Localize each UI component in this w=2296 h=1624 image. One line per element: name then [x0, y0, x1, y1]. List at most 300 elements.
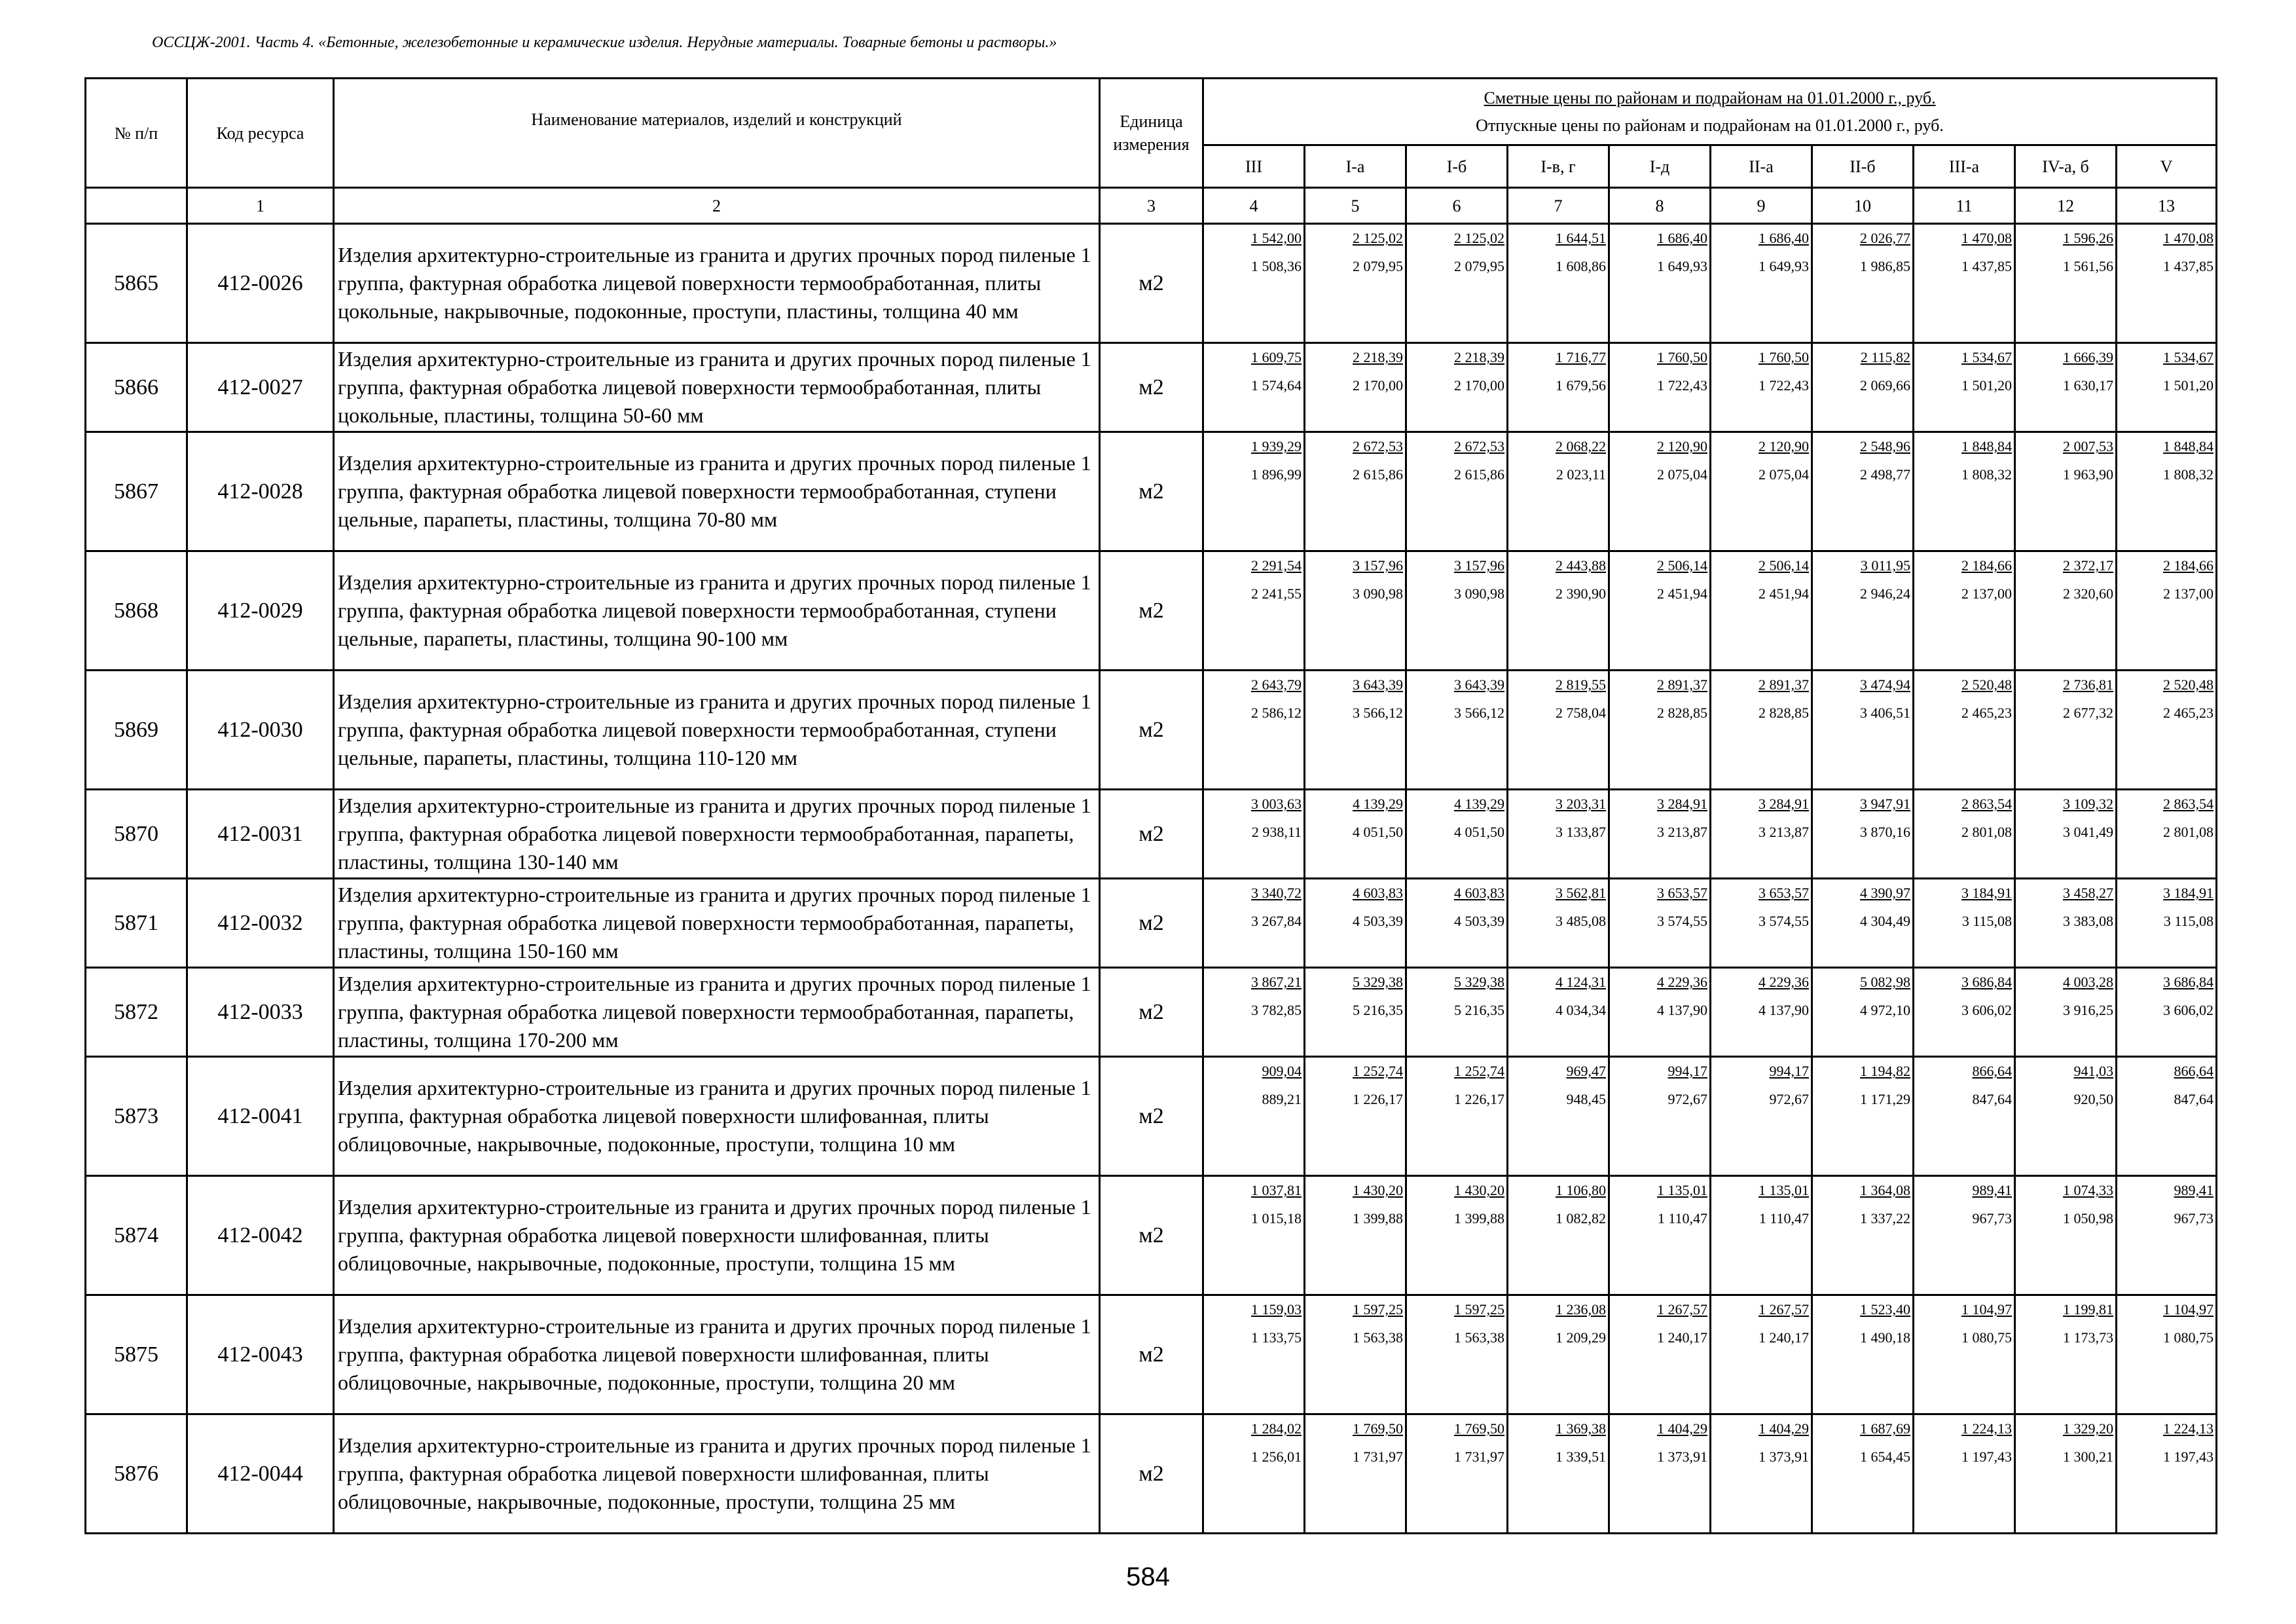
release-price: 1 490,18: [1860, 1329, 1910, 1346]
release-price: 1 110,47: [1657, 1210, 1707, 1227]
estimated-price: 2 863,54: [2163, 796, 2214, 813]
price-cell: [1305, 671, 1406, 790]
estimated-price: 1 135,01: [1758, 1182, 1809, 1199]
release-price: 1 082,82: [1556, 1210, 1606, 1227]
price-cell: [1406, 968, 1508, 1057]
price-cell: [1914, 343, 2015, 432]
resource-code: 412-0028: [187, 432, 334, 551]
price-cell: [1711, 224, 1812, 343]
estimated-price: 1 224,13: [1961, 1420, 2012, 1437]
price-cell: [1914, 671, 2015, 790]
estimated-price: 1 159,03: [1251, 1301, 1302, 1318]
price-cell: [1305, 879, 1406, 968]
price-cell: [1203, 1414, 1305, 1534]
estimated-price: 3 184,91: [2163, 885, 2214, 902]
release-price: 1 508,36: [1251, 258, 1302, 275]
release-price: 5 216,35: [1454, 1002, 1504, 1019]
release-price: 1 080,75: [1961, 1329, 2012, 1346]
release-price: 3 606,02: [2163, 1002, 2214, 1019]
table-row: [86, 343, 2217, 432]
estimated-price: 4 003,28: [2063, 974, 2113, 991]
price-cell: [1609, 343, 1711, 432]
estimated-price: 1 597,25: [1454, 1301, 1504, 1318]
table-row: [86, 790, 2217, 879]
release-price: 2 390,90: [1556, 585, 1606, 602]
column-number: 1: [187, 188, 334, 224]
unit-of-measure: м2: [1100, 432, 1203, 551]
price-cell: [1609, 790, 1711, 879]
estimated-price: 3 203,31: [1556, 796, 1606, 813]
estimated-price: 3 157,96: [1353, 557, 1403, 574]
resource-code: 412-0032: [187, 879, 334, 968]
price-cell: [1711, 432, 1812, 551]
price-cell: [1812, 1057, 1914, 1176]
price-cell: [1305, 224, 1406, 343]
release-price: 1 240,17: [1758, 1329, 1809, 1346]
estimated-price: 3 284,91: [1758, 796, 1809, 813]
material-name: Изделия архитектурно-строительные из гранита и других прочных пород пиленые 1 группа, фактурная обработка лицевой поверхности термообработанная, парапеты, пластины, толщина 130-140 мм: [334, 790, 1100, 879]
price-cell: [1711, 879, 1812, 968]
release-price: 3 574,55: [1758, 913, 1809, 930]
price-cell: [1508, 1176, 1609, 1295]
release-price: 2 758,04: [1556, 705, 1606, 722]
estimated-price: 1 848,84: [1961, 438, 2012, 455]
price-cell: [1711, 790, 1812, 879]
price-title-release: Отпускные цены по районам и подрайонам на 01.01.2000 г., руб.: [1476, 115, 1944, 135]
release-price: 1 373,91: [1657, 1449, 1707, 1466]
price-cell: [1914, 1414, 2015, 1534]
estimated-price: 1 224,13: [2163, 1420, 2214, 1437]
release-price: 3 041,49: [2063, 824, 2113, 841]
estimated-price: 2 548,96: [1860, 438, 1910, 455]
release-price: 2 023,11: [1556, 466, 1606, 483]
price-cell: [1406, 551, 1508, 671]
estimated-price: 1 199,81: [2063, 1301, 2113, 1318]
row-number: 5873: [86, 1057, 187, 1176]
price-cell: [1305, 343, 1406, 432]
estimated-price: 2 520,48: [1961, 676, 2012, 693]
price-cell: [1914, 224, 2015, 343]
release-price: 1 080,75: [2163, 1329, 2214, 1346]
release-price: 948,45: [1566, 1091, 1606, 1108]
release-price: 1 226,17: [1353, 1091, 1403, 1108]
price-cell: [1203, 1057, 1305, 1176]
material-name: Изделия архитектурно-строительные из гранита и других прочных пород пиленые 1 группа, фактурная обработка лицевой поверхности шлифованная, плиты облицовочные, накрывочные, подоконные, проступи, толщина 15 мм: [334, 1176, 1100, 1295]
region-header: I-а: [1305, 145, 1406, 188]
release-price: 3 213,87: [1657, 824, 1707, 841]
estimated-price: 3 653,57: [1657, 885, 1707, 902]
estimated-price: 4 124,31: [1556, 974, 1606, 991]
price-cell: [2015, 1295, 2117, 1414]
estimated-price: 994,17: [1667, 1063, 1707, 1080]
price-cell: [1711, 671, 1812, 790]
price-group-header: [1203, 79, 2217, 145]
estimated-price: 1 329,20: [2063, 1420, 2113, 1437]
estimated-price: 1 430,20: [1353, 1182, 1403, 1199]
price-cell: [2015, 551, 2117, 671]
estimated-price: 2 026,77: [1860, 230, 1910, 247]
price-cell: [2117, 968, 2217, 1057]
price-cell: [1711, 1414, 1812, 1534]
price-cell: [2015, 1414, 2117, 1534]
release-price: 3 090,98: [1353, 585, 1403, 602]
table-row: [86, 1057, 2217, 1176]
estimated-price: 4 139,29: [1454, 796, 1504, 813]
price-cell: [1406, 224, 1508, 343]
release-price: 1 240,17: [1657, 1329, 1707, 1346]
row-number: 5872: [86, 968, 187, 1057]
resource-code: 412-0042: [187, 1176, 334, 1295]
region-header: I-в, г: [1508, 145, 1609, 188]
release-price: 1 808,32: [2163, 466, 2214, 483]
estimated-price: 2 218,39: [1353, 349, 1403, 366]
release-price: 1 561,56: [2063, 258, 2113, 275]
release-price: 3 115,08: [2163, 913, 2214, 930]
release-price: 3 574,55: [1657, 913, 1707, 930]
estimated-price: 3 011,95: [1860, 557, 1910, 574]
price-cell: [1609, 1057, 1711, 1176]
price-cell: [1609, 1176, 1711, 1295]
release-price: 1 173,73: [2063, 1329, 2113, 1346]
price-cell: [1406, 432, 1508, 551]
price-cell: [2015, 879, 2117, 968]
release-price: 1 256,01: [1251, 1449, 1302, 1466]
release-price: 847,64: [1972, 1091, 2012, 1108]
region-header: II-а: [1711, 145, 1812, 188]
release-price: 4 137,90: [1758, 1002, 1809, 1019]
estimated-price: 3 686,84: [2163, 974, 2214, 991]
release-price: 2 615,86: [1353, 466, 1403, 483]
estimated-price: 989,41: [1972, 1182, 2012, 1199]
table-row: [86, 551, 2217, 671]
unit-of-measure: м2: [1100, 1414, 1203, 1534]
price-cell: [1812, 1295, 1914, 1414]
estimated-price: 1 939,29: [1251, 438, 1302, 455]
table-row: [86, 432, 2217, 551]
release-price: 2 498,77: [1860, 466, 1910, 483]
table-row: [86, 1414, 2217, 1534]
release-price: 1 896,99: [1251, 466, 1302, 483]
price-cell: [1305, 1057, 1406, 1176]
estimated-price: 2 120,90: [1657, 438, 1707, 455]
release-price: 3 267,84: [1251, 913, 1302, 930]
estimated-price: 994,17: [1769, 1063, 1809, 1080]
price-cell: [1203, 879, 1305, 968]
release-price: 2 465,23: [2163, 705, 2214, 722]
region-header: I-д: [1609, 145, 1711, 188]
price-cell: [2117, 432, 2217, 551]
price-cell: [1508, 551, 1609, 671]
price-cell: [2117, 1176, 2217, 1295]
price-cell: [1508, 790, 1609, 879]
material-name: Изделия архитектурно-строительные из гранита и других прочных пород пиленые 1 группа, фактурная обработка лицевой поверхности термообработанная, ступени цельные, парапеты, пластины, толщина 110-120 мм: [334, 671, 1100, 790]
price-title-estimated: Сметные цены по районам и подрайонам на 01.01.2000 г., руб.: [1484, 88, 1936, 107]
unit-of-measure: м2: [1100, 224, 1203, 343]
row-number: 5866: [86, 343, 187, 432]
release-price: 2 677,32: [2063, 705, 2113, 722]
price-cell: [1609, 671, 1711, 790]
estimated-price: 2 068,22: [1556, 438, 1606, 455]
row-number: 5865: [86, 224, 187, 343]
price-cell: [1914, 432, 2015, 551]
estimated-price: 4 603,83: [1353, 885, 1403, 902]
price-cell: [1305, 432, 1406, 551]
estimated-price: 1 769,50: [1454, 1420, 1504, 1437]
estimated-price: 1 760,50: [1758, 349, 1809, 366]
estimated-price: 1 135,01: [1657, 1182, 1707, 1199]
release-price: 2 075,04: [1657, 466, 1707, 483]
release-price: 2 451,94: [1657, 585, 1707, 602]
estimated-price: 2 672,53: [1353, 438, 1403, 455]
release-price: 2 465,23: [1961, 705, 2012, 722]
release-price: 1 649,93: [1758, 258, 1809, 275]
release-price: 2 170,00: [1353, 377, 1403, 394]
estimated-price: 2 007,53: [2063, 438, 2113, 455]
price-cell: [1203, 1176, 1305, 1295]
release-price: 1 300,21: [2063, 1449, 2113, 1466]
column-number: 5: [1305, 188, 1406, 224]
price-cell: [2015, 1176, 2117, 1295]
estimated-price: 2 184,66: [2163, 557, 2214, 574]
price-cell: [1406, 1057, 1508, 1176]
release-price: 1 110,47: [1758, 1210, 1809, 1227]
table-row: [86, 224, 2217, 343]
release-price: 1 731,97: [1454, 1449, 1504, 1466]
price-cell: [1711, 1295, 1812, 1414]
estimated-price: 1 252,74: [1353, 1063, 1403, 1080]
row-number: 5869: [86, 671, 187, 790]
price-cell: [1812, 968, 1914, 1057]
price-cell: [1812, 1414, 1914, 1534]
price-cell: [1812, 343, 1914, 432]
col-header-unit: Единица измерения: [1100, 79, 1203, 188]
estimated-price: 4 229,36: [1758, 974, 1809, 991]
release-price: 1 649,93: [1657, 258, 1707, 275]
estimated-price: 1 104,97: [1961, 1301, 2012, 1318]
estimated-price: 1 369,38: [1556, 1420, 1606, 1437]
price-cell: [1305, 1295, 1406, 1414]
estimated-price: 1 534,67: [2163, 349, 2214, 366]
estimated-price: 3 458,27: [2063, 885, 2113, 902]
estimated-price: 2 125,02: [1454, 230, 1504, 247]
release-price: 967,73: [2174, 1210, 2214, 1227]
price-cell: [2117, 343, 2217, 432]
running-header: ОССЦЖ-2001. Часть 4. «Бетонные, железобетонные и керамические изделия. Нерудные материалы. Товарные бетоны и растворы.»: [152, 34, 1057, 51]
price-cell: [1406, 671, 1508, 790]
price-cell: [2015, 343, 2117, 432]
region-header: IV-а, б: [2015, 145, 2117, 188]
price-table: [84, 77, 2217, 1534]
estimated-price: 3 947,91: [1860, 796, 1910, 813]
estimated-price: 1 534,67: [1961, 349, 2012, 366]
material-name: Изделия архитектурно-строительные из гранита и других прочных пород пиленые 1 группа, фактурная обработка лицевой поверхности термообработанная, плиты цокольные, накрывочные, подоконные, проступи, пластины, толщина 40 мм: [334, 224, 1100, 343]
price-cell: [1812, 671, 1914, 790]
release-price: 4 972,10: [1860, 1002, 1910, 1019]
estimated-price: 2 891,37: [1657, 676, 1707, 693]
material-name: Изделия архитектурно-строительные из гранита и других прочных пород пиленые 1 группа, фактурная обработка лицевой поверхности шлифованная, плиты облицовочные, накрывочные, подоконные, проступи, толщина 25 мм: [334, 1414, 1100, 1534]
table-row: [86, 671, 2217, 790]
release-price: 1 654,45: [1860, 1449, 1910, 1466]
estimated-price: 1 194,82: [1860, 1063, 1910, 1080]
price-cell: [2015, 224, 2117, 343]
price-cell: [1914, 1057, 2015, 1176]
estimated-price: 2 218,39: [1454, 349, 1504, 366]
release-price: 1 986,85: [1860, 258, 1910, 275]
estimated-price: 1 848,84: [2163, 438, 2214, 455]
estimated-price: 2 120,90: [1758, 438, 1809, 455]
price-cell: [1508, 1057, 1609, 1176]
release-price: 3 566,12: [1353, 705, 1403, 722]
row-number: 5870: [86, 790, 187, 879]
resource-code: 412-0043: [187, 1295, 334, 1414]
release-price: 1 608,86: [1556, 258, 1606, 275]
estimated-price: 3 109,32: [2063, 796, 2113, 813]
estimated-price: 1 597,25: [1353, 1301, 1403, 1318]
estimated-price: 4 139,29: [1353, 796, 1403, 813]
estimated-price: 1 542,00: [1251, 230, 1302, 247]
price-cell: [1203, 224, 1305, 343]
resource-code: 412-0044: [187, 1414, 334, 1534]
column-number: 8: [1609, 188, 1711, 224]
price-cell: [1609, 1295, 1711, 1414]
estimated-price: 2 643,79: [1251, 676, 1302, 693]
estimated-price: 4 603,83: [1454, 885, 1504, 902]
release-price: 1 197,43: [1961, 1449, 2012, 1466]
release-price: 1 963,90: [2063, 466, 2113, 483]
price-cell: [2117, 551, 2217, 671]
resource-code: 412-0033: [187, 968, 334, 1057]
release-price: 1 501,20: [2163, 377, 2214, 394]
material-name: Изделия архитектурно-строительные из гранита и других прочных пород пиленые 1 группа, фактурная обработка лицевой поверхности термообработанная, плиты цокольные, пластины, толщина 50-60 мм: [334, 343, 1100, 432]
estimated-price: 1 074,33: [2063, 1182, 2113, 1199]
release-price: 1 226,17: [1454, 1091, 1504, 1108]
release-price: 3 090,98: [1454, 585, 1504, 602]
price-cell: [1508, 671, 1609, 790]
estimated-price: 5 329,38: [1353, 974, 1403, 991]
price-cell: [1812, 432, 1914, 551]
release-price: 1 722,43: [1758, 377, 1809, 394]
estimated-price: 2 819,55: [1556, 676, 1606, 693]
release-price: 1 437,85: [2163, 258, 2214, 275]
release-price: 2 075,04: [1758, 466, 1809, 483]
release-price: 3 133,87: [1556, 824, 1606, 841]
estimated-price: 1 284,02: [1251, 1420, 1302, 1437]
price-cell: [1406, 1176, 1508, 1295]
estimated-price: 909,04: [1262, 1063, 1302, 1080]
unit-of-measure: м2: [1100, 671, 1203, 790]
price-cell: [1508, 1295, 1609, 1414]
estimated-price: 3 643,39: [1353, 676, 1403, 693]
page-number: 584: [1126, 1562, 1170, 1591]
release-price: 3 383,08: [2063, 913, 2113, 930]
estimated-price: 2 863,54: [1961, 796, 2012, 813]
col-header-code: Код ресурса: [187, 79, 334, 188]
estimated-price: 866,64: [1972, 1063, 2012, 1080]
release-price: 1 563,38: [1353, 1329, 1403, 1346]
estimated-price: 2 443,88: [1556, 557, 1606, 574]
estimated-price: 3 184,91: [1961, 885, 2012, 902]
estimated-price: 3 867,21: [1251, 974, 1302, 991]
estimated-price: 1 666,39: [2063, 349, 2113, 366]
release-price: 2 170,00: [1454, 377, 1504, 394]
release-price: 2 069,66: [1860, 377, 1910, 394]
release-price: 3 115,08: [1961, 913, 2012, 930]
column-number: 10: [1812, 188, 1914, 224]
estimated-price: 1 470,08: [1961, 230, 2012, 247]
estimated-price: 2 184,66: [1961, 557, 2012, 574]
release-price: 1 373,91: [1758, 1449, 1809, 1466]
price-cell: [1914, 1176, 2015, 1295]
price-cell: [1305, 1176, 1406, 1295]
release-price: 1 808,32: [1961, 466, 2012, 483]
estimated-price: 2 520,48: [2163, 676, 2214, 693]
release-price: 1 722,43: [1657, 377, 1707, 394]
release-price: 4 503,39: [1353, 913, 1403, 930]
release-price: 1 399,88: [1353, 1210, 1403, 1227]
price-cell: [1914, 790, 2015, 879]
release-price: 4 304,49: [1860, 913, 1910, 930]
release-price: 2 320,60: [2063, 585, 2113, 602]
unit-of-measure: м2: [1100, 968, 1203, 1057]
release-price: 4 051,50: [1454, 824, 1504, 841]
material-name: Изделия архитектурно-строительные из гранита и других прочных пород пиленые 1 группа, фактурная обработка лицевой поверхности термообработанная, парапеты, пластины, толщина 170-200 мм: [334, 968, 1100, 1057]
price-cell: [1812, 224, 1914, 343]
column-number: 6: [1406, 188, 1508, 224]
unit-of-measure: м2: [1100, 551, 1203, 671]
price-cell: [1508, 1414, 1609, 1534]
row-number: 5871: [86, 879, 187, 968]
table-row: [86, 1295, 2217, 1414]
estimated-price: 2 115,82: [1860, 349, 1910, 366]
release-price: 1 574,64: [1251, 377, 1302, 394]
resource-code: 412-0029: [187, 551, 334, 671]
row-number: 5875: [86, 1295, 187, 1414]
price-cell: [2015, 1057, 2117, 1176]
estimated-price: 3 157,96: [1454, 557, 1504, 574]
release-price: 2 801,08: [2163, 824, 2214, 841]
unit-of-measure: м2: [1100, 1176, 1203, 1295]
release-price: 1 337,22: [1860, 1210, 1910, 1227]
price-cell: [1812, 551, 1914, 671]
region-header: I-б: [1406, 145, 1508, 188]
estimated-price: 3 474,94: [1860, 676, 1910, 693]
price-cell: [2015, 432, 2117, 551]
price-cell: [1609, 224, 1711, 343]
release-price: 2 079,95: [1353, 258, 1403, 275]
price-cell: [1203, 968, 1305, 1057]
price-cell: [2117, 879, 2217, 968]
estimated-price: 1 769,50: [1353, 1420, 1403, 1437]
column-number: 9: [1711, 188, 1812, 224]
price-cell: [1711, 1057, 1812, 1176]
price-cell: [1305, 790, 1406, 879]
material-name: Изделия архитектурно-строительные из гранита и других прочных пород пиленые 1 группа, фактурная обработка лицевой поверхности термообработанная, парапеты, пластины, толщина 150-160 мм: [334, 879, 1100, 968]
price-cell: [1305, 1414, 1406, 1534]
release-price: 1 171,29: [1860, 1091, 1910, 1108]
estimated-price: 3 686,84: [1961, 974, 2012, 991]
estimated-price: 1 686,40: [1758, 230, 1809, 247]
release-price: 847,64: [2174, 1091, 2214, 1108]
release-price: 3 606,02: [1961, 1002, 2012, 1019]
price-cell: [1609, 1414, 1711, 1534]
estimated-price: 4 229,36: [1657, 974, 1707, 991]
release-price: 2 137,00: [1961, 585, 2012, 602]
estimated-price: 5 329,38: [1454, 974, 1504, 991]
estimated-price: 3 340,72: [1251, 885, 1302, 902]
release-price: 2 241,55: [1251, 585, 1302, 602]
price-cell: [2117, 224, 2217, 343]
release-price: 4 137,90: [1657, 1002, 1707, 1019]
